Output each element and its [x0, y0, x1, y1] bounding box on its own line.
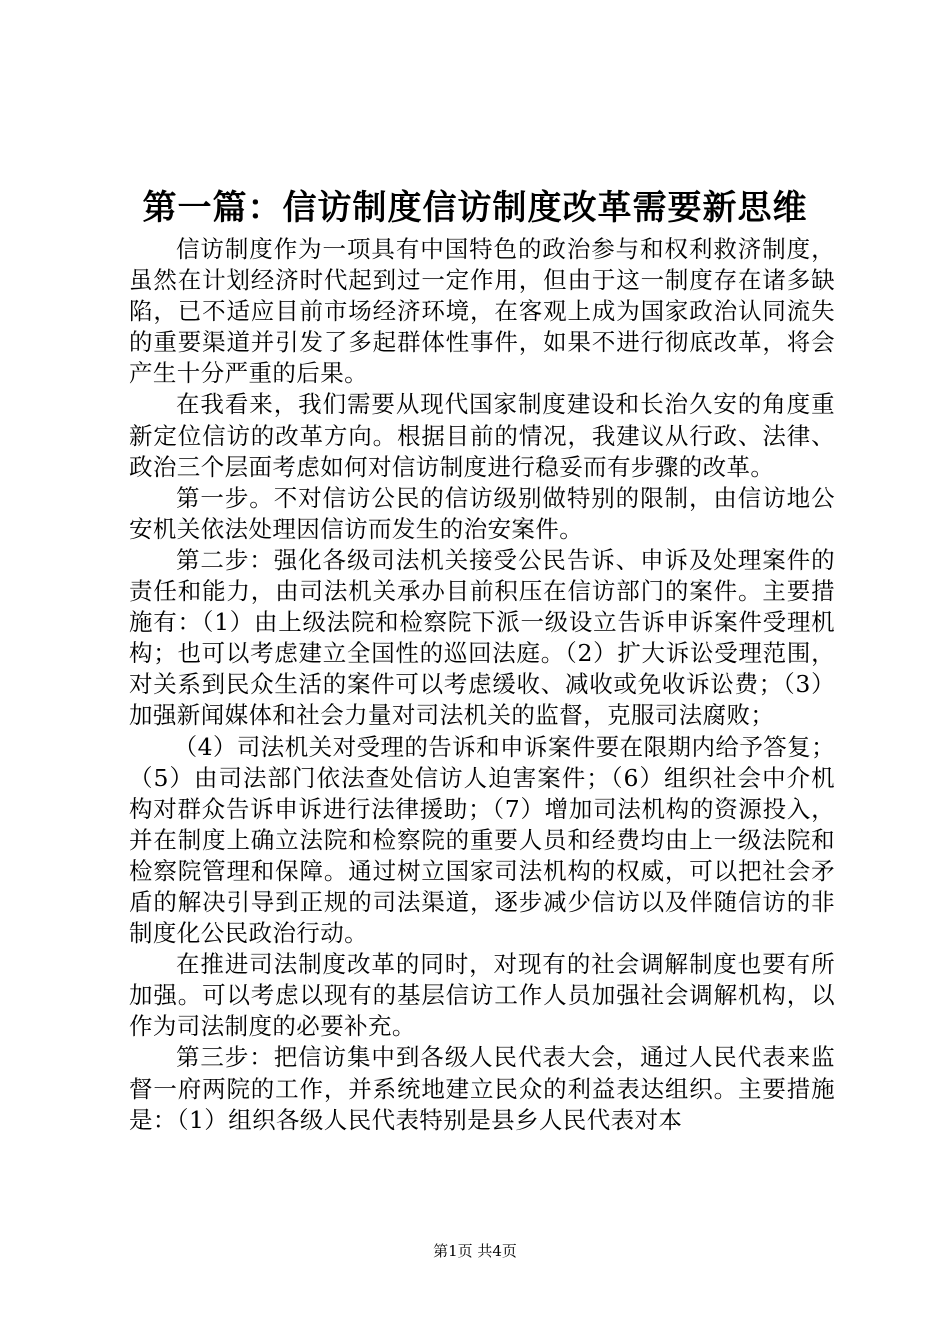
paragraph: 在推进司法制度改革的同时，对现有的社会调解制度也要有所加强。可以考虑以现有的基层信访工作人员加强社会调解机构，以作为司法制度的必要补充。: [129, 950, 835, 1041]
document-title: 第一篇：信访制度信访制度改革需要新思维: [142, 188, 808, 228]
paragraph: 信访制度作为一项具有中国特色的政治参与和权利救济制度，虽然在计划经济时代起到过一定作用，但由于这一制度存在诸多缺陷，已不适应目前市场经济环境，在客观上成为国家政治认同流失的重要渠道并引发了多起群体性事件，如果不进行彻底改革，将会产生十分严重的后果。: [129, 235, 835, 388]
paragraph: 第二步：强化各级司法机关接受公民告诉、申诉及处理案件的责任和能力，由司法机关承办目前积压在信访部门的案件。主要措施有：（1）由上级法院和检察院下派一级设立告诉申诉案件受理机构；也可以考虑建立全国性的巡回法庭。（2）扩大诉讼受理范围，对关系到民众生活的案件可以考虑缓收、减收或免收诉讼费；（3）加强新闻媒体和社会力量对司法机关的监督，克服司法腐败；: [129, 545, 835, 730]
paragraph: 在我看来，我们需要从现代国家制度建设和长治久安的角度重新定位信访的改革方向。根据目前的情况，我建议从行政、法律、政治三个层面考虑如何对信访制度进行稳妥而有步骤的改革。: [129, 390, 835, 481]
paragraph: 第三步：把信访集中到各级人民代表大会，通过人民代表来监督一府两院的工作，并系统地建立民众的利益表达组织。主要措施是：（1）组织各级人民代表特别是县乡人民代表对本: [129, 1043, 835, 1134]
paragraph: 第一步。不对信访公民的信访级别做特别的限制，由信访地公安机关依法处理因信访而发生的治安案件。: [129, 483, 835, 543]
page-number-footer: 第1页 共4页: [433, 1242, 517, 1260]
paragraph: （4）司法机关对受理的告诉和申诉案件要在限期内给予答复；（5）由司法部门依法查处信访人迫害案件；（6）组织社会中介机构对群众告诉申诉进行法律援助；（7）增加司法机构的资源投入，并在制度上确立法院和检察院的重要人员和经费均由上一级法院和检察院管理和保障。通过树立国家司法机构的权威，可以把社会矛盾的解决引导到正规的司法渠道，逐步减少信访以及伴随信访的非制度化公民政治行动。: [129, 732, 835, 948]
document-body: [129, 234, 835, 1136]
